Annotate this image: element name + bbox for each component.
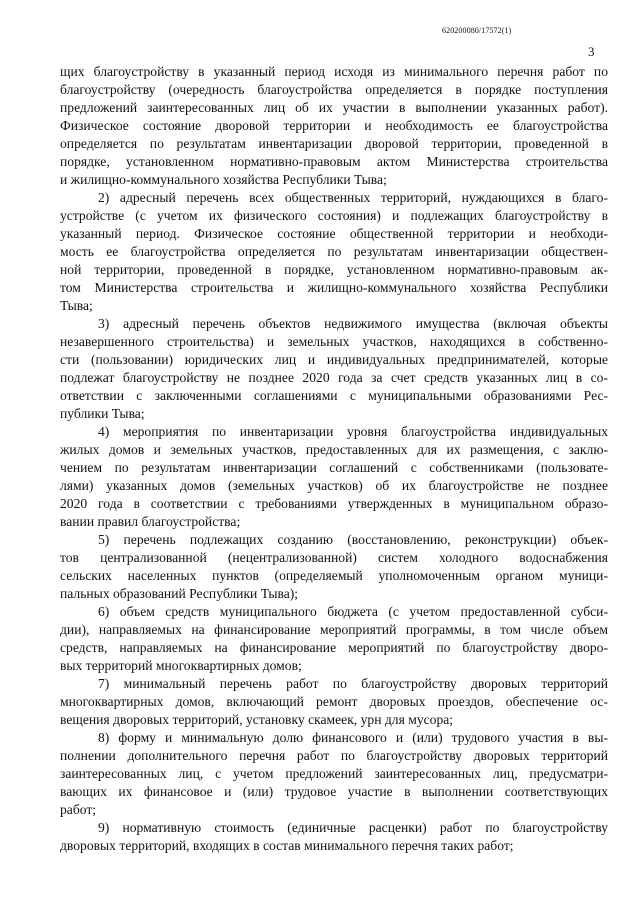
text-line: лями) указанных домов (земельных участков) об их благоустройстве не позднее bbox=[60, 478, 608, 493]
paragraph bbox=[60, 819, 608, 855]
text-line: средств, направляемых на финансирование мероприятий по благоустройству дворо- bbox=[60, 640, 608, 655]
text-line: том Министерства строительства и жилищно-коммунального хозяйства Республики bbox=[60, 280, 608, 295]
text-line: порядке, установленном нормативно-правовым актом Министерства строительства bbox=[60, 154, 608, 169]
text-line: предложений заинтересованных лиц об их участии в выполнении указанных работ). bbox=[60, 100, 608, 115]
text-line: подлежат благоустройству не позднее 2020 года за счет средств указанных лиц в со- bbox=[60, 370, 608, 385]
text-line: мость ее благоустройства определяется по результатам инвентаризации обществен- bbox=[60, 244, 608, 259]
paragraph bbox=[60, 423, 608, 531]
text-line: 7) минимальный перечень работ по благоустройству дворовых территорий bbox=[98, 676, 608, 691]
text-line: тов централизованной (нецентрализованной) систем холодного водоснабжения bbox=[60, 550, 608, 565]
text-line: вых территорий многоквартирных домов; bbox=[60, 658, 302, 673]
text-line: 9) нормативную стоимость (единичные расценки) работ по благоустройству bbox=[98, 820, 608, 835]
text-line: пальных образований Республики Тыва); bbox=[60, 586, 299, 601]
text-line: вании правил благоустройства; bbox=[60, 514, 241, 529]
text-line: заинтересованных лиц, с учетом предложений заинтересованных лиц, предусматри- bbox=[60, 766, 608, 781]
text-line: дворовых территорий, входящих в состав минимального перечня таких работ; bbox=[60, 838, 514, 853]
text-line: чением по результатам инвентаризации соглашений с собственниками (пользовате- bbox=[60, 460, 608, 475]
text-line: устройстве (с учетом их физического состояния) и подлежащих благоустройству в bbox=[60, 208, 608, 223]
text-line: Тыва; bbox=[60, 298, 93, 313]
page-number: 3 bbox=[588, 44, 595, 59]
text-line: 4) мероприятия по инвентаризации уровня благоустройства индивидуальных bbox=[98, 424, 608, 439]
paragraph bbox=[60, 189, 608, 315]
document-body bbox=[60, 63, 608, 855]
text-line: 3) адресный перечень объектов недвижимого имущества (включая объекты bbox=[98, 316, 608, 331]
text-line: сельских населенных пунктов (определяемый уполномоченным органом муници- bbox=[60, 568, 608, 583]
text-line: вающих их финансовое и (или) трудовое участие в выполнении соответствующих bbox=[60, 784, 608, 799]
paragraph bbox=[60, 603, 608, 675]
text-line: Физическое состояние дворовой территории и необходимость ее благоустройства bbox=[60, 118, 608, 133]
text-line: указанный период. Физическое состояние общественной территории и необходи- bbox=[60, 226, 608, 241]
text-line: вещения дворовых территорий, установку скамеек, урн для мусора; bbox=[60, 712, 454, 727]
text-line: ответствии с заключенными соглашениями с муниципальными образованиями Рес- bbox=[60, 388, 608, 403]
text-line: и жилищно-коммунального хозяйства Республики Тыва; bbox=[60, 172, 387, 187]
paragraph bbox=[60, 675, 608, 729]
text-line: 2020 года в соответствии с требованиями утвержденных в муниципальном образо- bbox=[60, 496, 608, 511]
text-line: 6) объем средств муниципального бюджета (с учетом предоставленной субси- bbox=[98, 604, 608, 619]
text-line: благоустройству (очередность благоустройства определяется в порядке поступления bbox=[60, 82, 608, 97]
text-line: сти (пользовании) юридических лиц и индивидуальных предпринимателей, которые bbox=[60, 352, 608, 367]
text-line: незавершенного строительства) и земельных участков, находящихся в собственно- bbox=[60, 334, 608, 349]
text-line: работ; bbox=[60, 802, 97, 817]
text-line: 2) адресный перечень всех общественных территорий, нуждающихся в благо- bbox=[98, 190, 608, 205]
text-line: 5) перечень подлежащих созданию (восстановлению, реконструкции) объек- bbox=[98, 532, 608, 547]
paragraph bbox=[60, 315, 608, 423]
text-line: 8) форму и минимальную долю финансового и (или) трудового участия в вы- bbox=[98, 730, 608, 745]
text-line: щих благоустройству в указанный период исходя из минимального перечня работ по bbox=[60, 64, 608, 79]
paragraph bbox=[60, 729, 608, 819]
text-line: ной территории, проведенной в порядке, установленном нормативно-правовым ак- bbox=[60, 262, 608, 277]
text-line: дии), направляемых на финансирование мероприятий программы, в том числе объем bbox=[60, 622, 608, 637]
document-id: 620200080/17572(1) bbox=[442, 26, 512, 35]
text-line: полнении дополнительного перечня работ по благоустройству дворовых территорий bbox=[60, 748, 608, 763]
text-line: жилых домов и земельных участков, предоставленных для их размещения, с заклю- bbox=[60, 442, 608, 457]
paragraph bbox=[60, 63, 608, 189]
text-line: публики Тыва; bbox=[60, 406, 145, 421]
paragraph bbox=[60, 531, 608, 603]
text-line: определяется по результатам инвентаризации дворовой территории, проведенной в bbox=[60, 136, 608, 151]
text-line: многоквартирных домов, включающий ремонт дворовых проездов, обеспечение ос- bbox=[60, 694, 608, 709]
